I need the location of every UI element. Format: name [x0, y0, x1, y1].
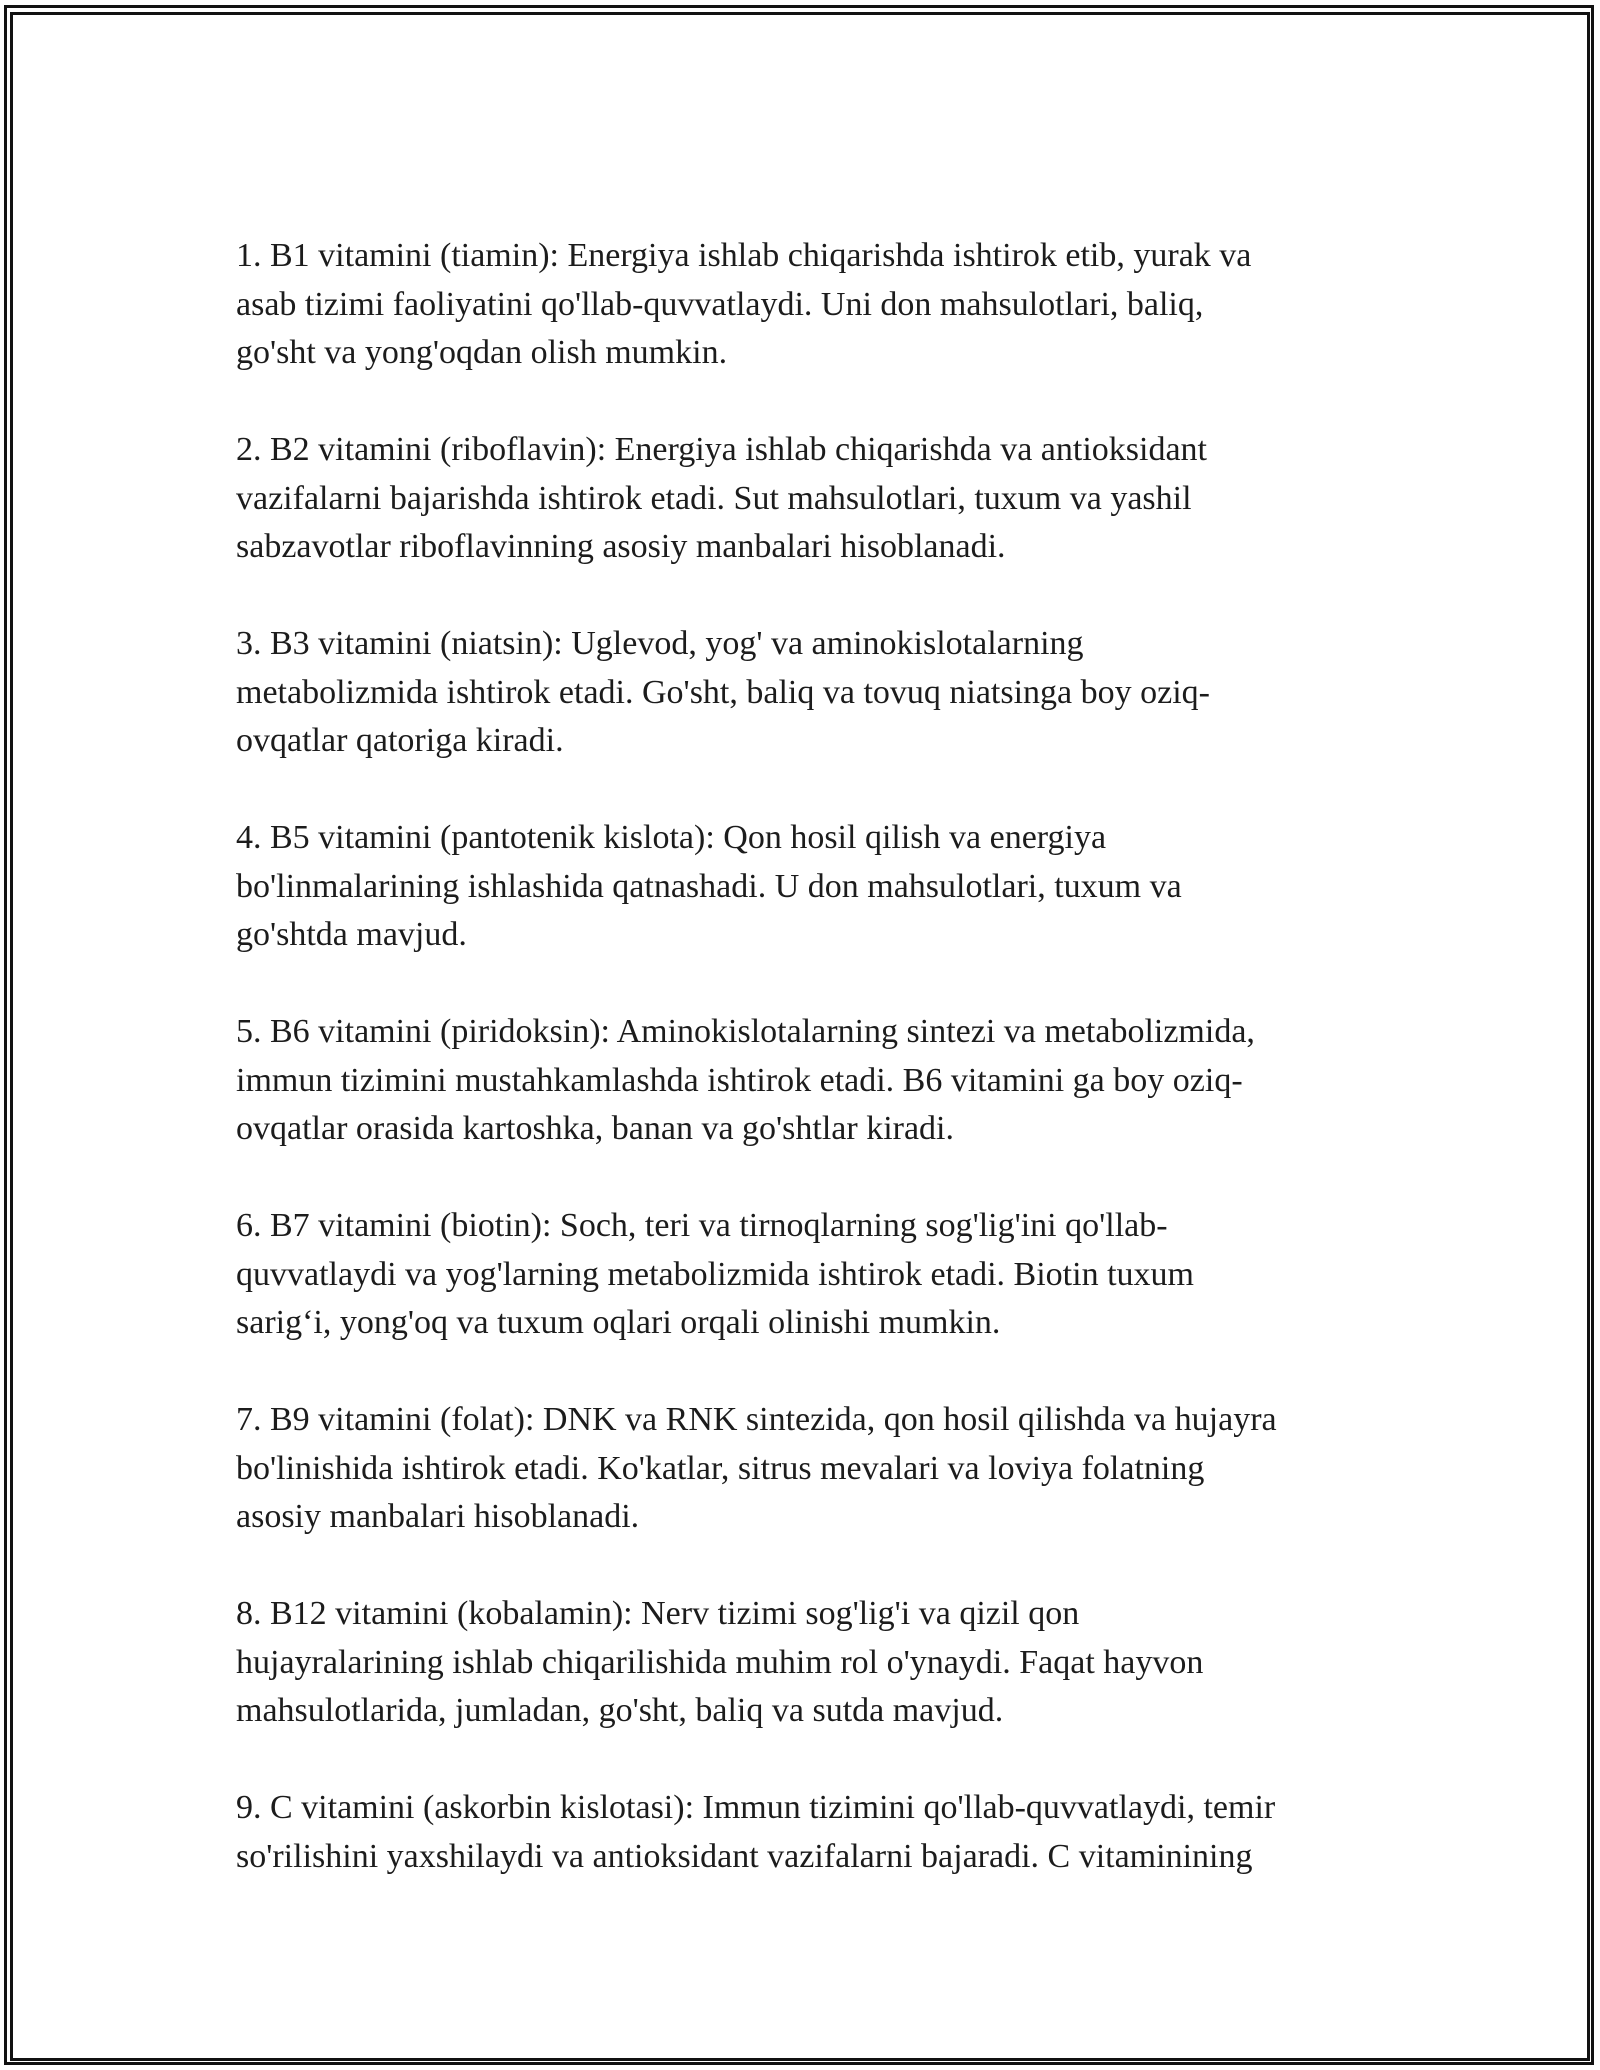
text-line: 9. C vitamini (askorbin kislotasi): Immun tizimini qo'llab-quvvatlaydi, temir [236, 1789, 1276, 1826]
text-line: bo'linishida ishtirok etadi. Ko'katlar, sitrus mevalari va loviya folatning [236, 1449, 1205, 1487]
text-line: hujayralarining ishlab chiqarilishida muhim rol o'ynaydi. Faqat hayvon [236, 1643, 1204, 1681]
paragraph-b5 [236, 814, 1366, 960]
text-line: so'rilishini yaxshilaydi va antioksidant vazifalarni bajaradi. C vitaminining [236, 1837, 1253, 1875]
text-line: immun tizimini mustahkamlashda ishtirok etadi. B6 vitamini ga boy oziq- [236, 1061, 1243, 1099]
paragraph-b7 [236, 1202, 1366, 1348]
text-line: mahsulotlarida, jumladan, go'sht, baliq va sutda mavjud. [236, 1692, 1004, 1729]
paragraph-b1 [236, 232, 1366, 378]
paragraph-b2 [236, 426, 1366, 572]
text-line: go'sht va yong'oqdan olish mumkin. [236, 334, 728, 371]
paragraph-b12 [236, 1590, 1366, 1736]
paragraph-b3 [236, 620, 1366, 766]
text-line: metabolizmida ishtirok etadi. Go'sht, baliq va tovuq niatsinga boy oziq- [236, 673, 1210, 711]
text-line: sabzavotlar riboflavinning asosiy manbalari hisoblanadi. [236, 528, 1006, 565]
text-line: ovqatlar qatoriga kiradi. [236, 722, 564, 759]
document-body [236, 232, 1366, 1930]
text-line: quvvatlaydi va yog'larning metabolizmida ishtirok etadi. Biotin tuxum [236, 1255, 1194, 1293]
text-line: 5. B6 vitamini (piridoksin): Aminokislotalarning sintezi va metabolizmida, [236, 1013, 1255, 1050]
text-line: sarig‘i, yong'oq va tuxum oqlari orqali olinishi mumkin. [236, 1304, 1001, 1341]
paragraph-b9 [236, 1396, 1366, 1542]
text-line: 4. B5 vitamini (pantotenik kislota): Qon hosil qilish va energiya [236, 819, 1107, 856]
paragraph-c [236, 1784, 1366, 1881]
text-line: 8. B12 vitamini (kobalamin): Nerv tizimi sog'lig'i va qizil qon [236, 1595, 1080, 1632]
text-line: 6. B7 vitamini (biotin): Soch, teri va tirnoqlarning sog'lig'ini qo'llab- [236, 1207, 1168, 1244]
text-line: 2. B2 vitamini (riboflavin): Energiya ishlab chiqarishda va antioksidant [236, 431, 1207, 468]
text-line: 1. B1 vitamini (tiamin): Energiya ishlab chiqarishda ishtirok etib, yurak va [236, 237, 1252, 274]
text-line: 7. B9 vitamini (folat): DNK va RNK sintezida, qon hosil qilishda va hujayra [236, 1401, 1277, 1438]
text-line: vazifalarni bajarishda ishtirok etadi. Sut mahsulotlari, tuxum va yashil [236, 479, 1192, 517]
text-line: asab tizimi faoliyatini qo'llab-quvvatlaydi. Uni don mahsulotlari, baliq, [236, 285, 1204, 323]
text-line: asosiy manbalari hisoblanadi. [236, 1498, 640, 1535]
text-line: 3. B3 vitamini (niatsin): Uglevod, yog' va aminokislotalarning [236, 625, 1084, 662]
paragraph-b6 [236, 1008, 1366, 1154]
text-line: go'shtda mavjud. [236, 916, 467, 953]
text-line: ovqatlar orasida kartoshka, banan va go'shtlar kiradi. [236, 1110, 955, 1147]
text-line: bo'linmalarining ishlashida qatnashadi. U don mahsulotlari, tuxum va [236, 867, 1182, 905]
